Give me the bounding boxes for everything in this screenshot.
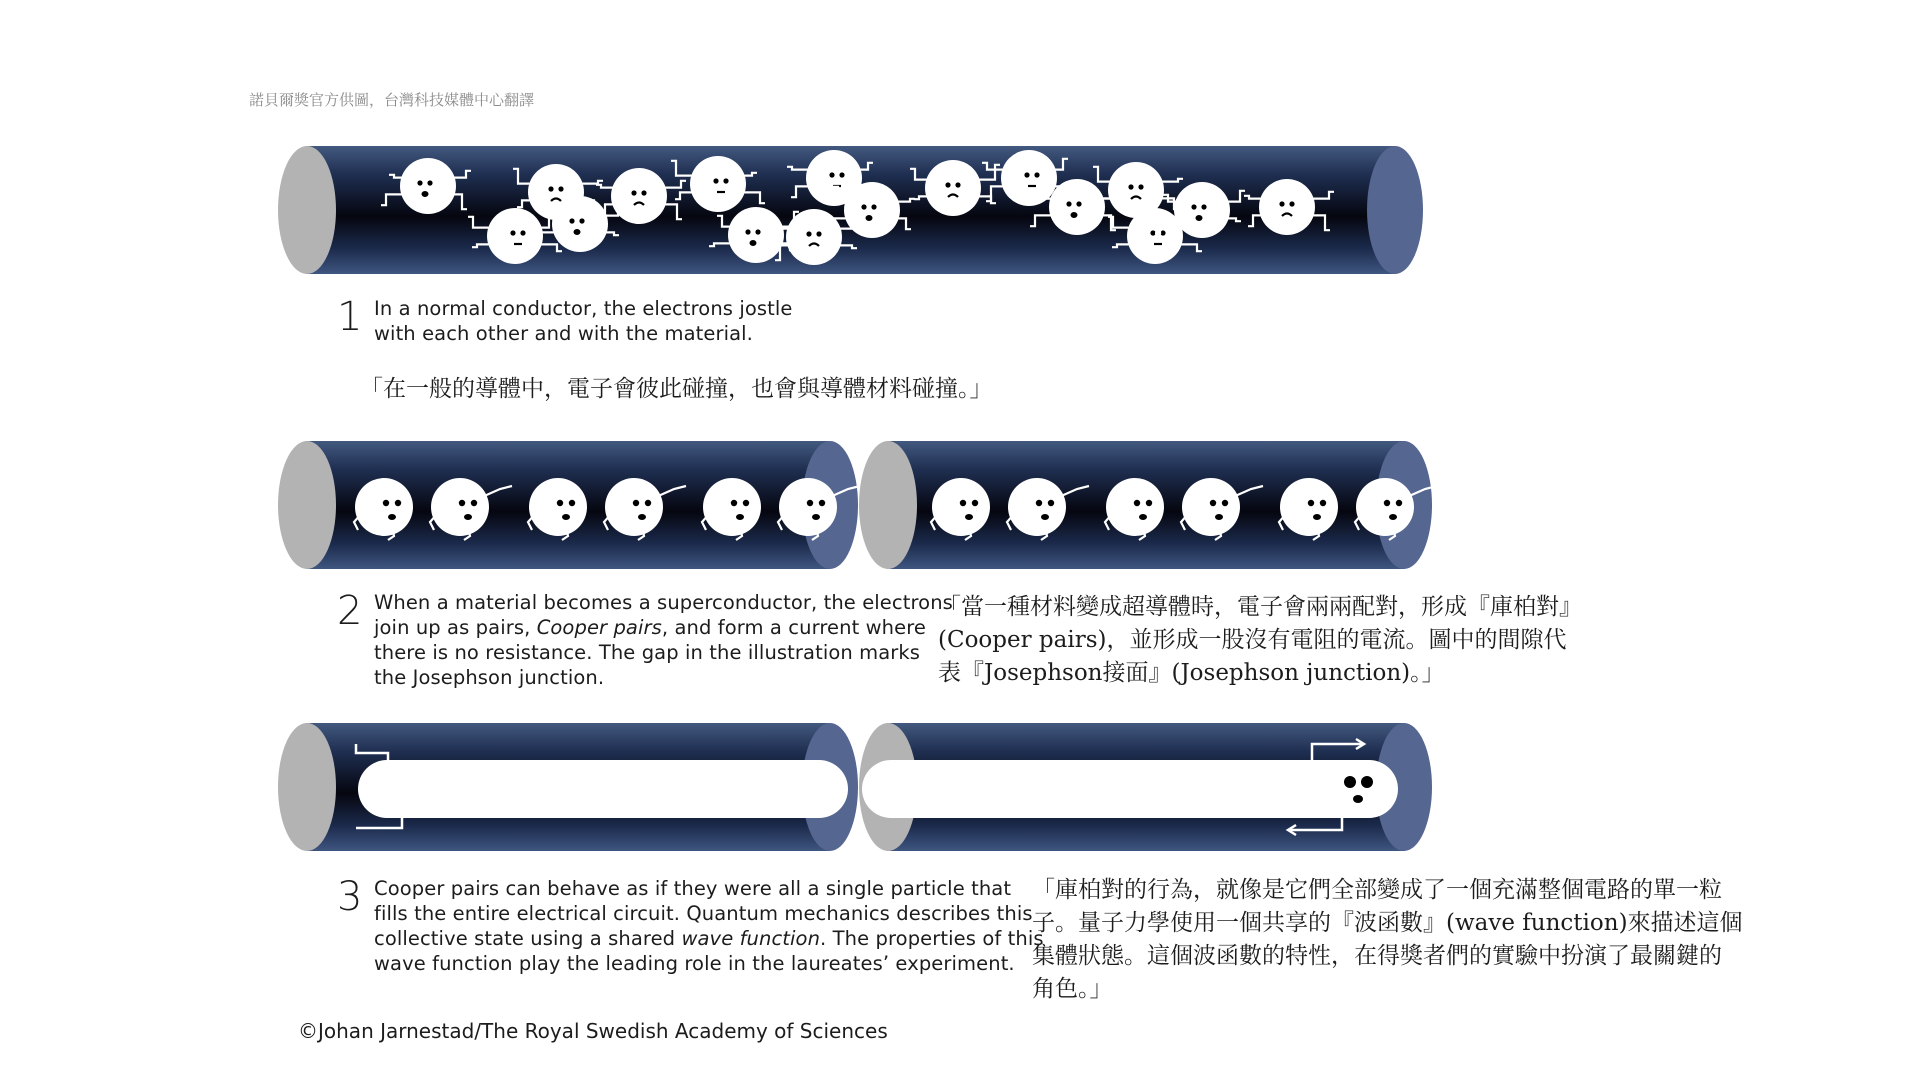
electron-body [703, 478, 761, 536]
electron-body [611, 168, 667, 224]
text-line [374, 926, 1044, 951]
text-line: wave function play the leading role in the laureates’ experiment. [374, 952, 1015, 975]
step-2-english [374, 590, 953, 690]
text-segment: . The properties of this [820, 927, 1044, 950]
text-line [374, 615, 953, 640]
cooper-pairs-term: Cooper pairs [536, 616, 662, 639]
electron-body [1182, 478, 1240, 536]
copyright-credit: ©Johan Jarnestad/The Royal Swedish Academy of Sciences [298, 1019, 888, 1043]
step-3-chinese [1032, 874, 1743, 1006]
electron-body [925, 160, 981, 216]
text-line: 子。量子力學使用一個共享的『波函數』(wave function)來描述這個 [1032, 910, 1743, 936]
text-line: 角色。」 [1032, 976, 1113, 1002]
electron-body [690, 156, 746, 212]
step-1-english [374, 296, 793, 346]
electron-body [779, 478, 837, 536]
electron-body [1174, 182, 1230, 238]
electron-body [728, 207, 784, 263]
step-number: 2 [337, 588, 363, 634]
step-number: 3 [337, 874, 363, 920]
electron-body [844, 182, 900, 238]
translation-credit: 諾貝爾獎官方供圖，台灣科技媒體中心翻譯 [249, 91, 535, 109]
text-segment: collective state using a shared [374, 927, 682, 950]
step-2-chinese [938, 591, 1582, 690]
step-3-english [374, 876, 1044, 976]
electron-body [1280, 478, 1338, 536]
text-line: with each other and with the material. [374, 322, 753, 345]
step-number: 1 [337, 294, 363, 340]
wave-function-term: wave function [681, 927, 821, 950]
electron-body [1106, 478, 1164, 536]
text-line: When a material becomes a superconductor, the electrons [374, 591, 953, 614]
text-line: 「庫柏對的行為，就像是它們全部變成了一個充滿整個電路的單一粒 [1032, 877, 1722, 903]
text-line: 集體狀態。這個波函數的特性，在得獎者們的實驗中扮演了最關鍵的 [1032, 943, 1722, 969]
text-line: 「當一種材料變成超導體時，電子會兩兩配對，形成『庫柏對』 [938, 594, 1582, 620]
text-line: 表『Josephson接面』(Josephson junction)。」 [938, 660, 1445, 686]
electron-body [355, 478, 413, 536]
electron-body [932, 478, 990, 536]
text-segment: join up as pairs, [374, 616, 537, 639]
text-line: (Cooper pairs)，並形成一股沒有電阻的電流。圖中的間隙代 [938, 627, 1567, 653]
electron-body [1356, 478, 1414, 536]
text-line: the Josephson junction. [374, 666, 605, 689]
electron-body [1049, 179, 1105, 235]
electron-body [529, 478, 587, 536]
electron-body [552, 196, 608, 252]
electron-body [605, 478, 663, 536]
text-line: In a normal conductor, the electrons jostle [374, 297, 793, 320]
electron-body [1259, 179, 1315, 235]
electron-body [1008, 478, 1066, 536]
electron-body [431, 478, 489, 536]
electron-body [487, 208, 543, 264]
text-line: fills the entire electrical circuit. Quantum mechanics describes this [374, 902, 1033, 925]
text-line: Cooper pairs can behave as if they were all a single particle that [374, 877, 1012, 900]
text-segment: , and form a current where [661, 616, 927, 639]
text-line: there is no resistance. The gap in the illustration marks [374, 641, 921, 664]
electron-body [400, 158, 456, 214]
electron-body [1127, 208, 1183, 264]
step-1-chinese: 「在一般的導體中，電子會彼此碰撞，也會與導體材料碰撞。」 [360, 376, 993, 402]
